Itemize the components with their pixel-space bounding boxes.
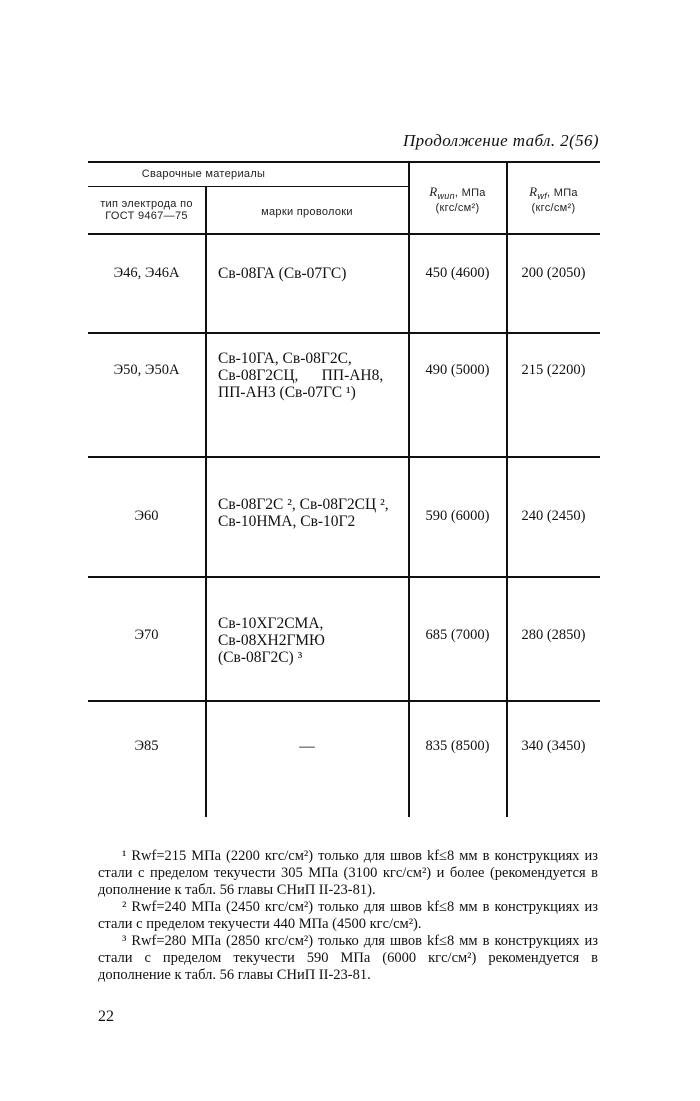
page-number: 22 [98, 1008, 114, 1025]
header-rwun-line-1: $R_{wun}$, МПа [429, 184, 486, 201]
row-1-wire-line-1: Св-08ГА (Св-07ГС) [218, 265, 347, 282]
row-5-wire-line-1: — [299, 738, 315, 755]
header-electrode-line-1: тип электрода по [100, 198, 193, 210]
row-rule-3 [88, 576, 600, 578]
row-1-wire [218, 265, 404, 282]
column-divider-1 [205, 187, 207, 817]
header-welding-materials: Сварочные материалы [141, 168, 266, 180]
header-electrode-line-2: ГОСТ 9467—75 [105, 210, 188, 222]
row-5-rwun: 835 (8500) [425, 738, 490, 754]
row-rule-4 [88, 700, 600, 702]
header-rwun-line-2: (кгс/см²) [435, 202, 480, 214]
header-bottom-rule [88, 233, 600, 235]
row-3-wire-line-2: Св-10НМА, Св-10Г2 [218, 513, 356, 530]
row-2-rwun: 490 (5000) [425, 362, 490, 378]
footnote-2: ² Rwf=240 МПа (2450 кгс/см²) только для швов kf≤8 мм в конструкциях из стали с пределом текучести 440 МПа (4500 кгс/см²). [98, 899, 598, 932]
row-4-wire [218, 615, 404, 666]
row-2-rwf: 215 (2200) [521, 362, 586, 378]
row-5-wire [206, 738, 408, 755]
column-divider-2 [408, 162, 410, 817]
row-2-wire-line-2: Св-08Г2СЦ, ПП-АН8, [218, 367, 384, 384]
row-1-rwun: 450 (4600) [425, 265, 490, 281]
header-group-rule [88, 186, 408, 187]
row-4-rwun: 685 (7000) [425, 627, 490, 643]
row-4-rwf: 280 (2850) [521, 627, 586, 643]
row-rule-1 [88, 332, 600, 334]
footnote-3: ³ Rwf=280 МПа (2850 кгс/см²) только для швов kf≤8 мм в конструкциях из стали с пределом текучести 590 МПа (6000 кгс/см²) рекомендуется в дополнение к табл. 56 главы СНиП II-23-81. [98, 933, 598, 983]
row-rule-2 [88, 456, 600, 458]
table-continuation-caption: Продолжение табл. 2(56) [402, 131, 599, 150]
row-4-wire-line-3: (Св-08Г2С) ³ [218, 649, 303, 666]
row-2-wire-line-3: ПП-АН3 (Св-07ГС ¹) [218, 384, 356, 401]
header-rwf-line-1: $R_{wf}$, МПа [529, 184, 578, 201]
row-3-rwun: 590 (6000) [425, 508, 490, 524]
row-3-wire [218, 496, 406, 530]
header-rwf [507, 186, 600, 214]
row-2-wire [218, 350, 404, 401]
row-1-electrode: Э46, Э46А [113, 265, 180, 281]
table-top-rule [88, 161, 600, 163]
header-rwf-line-2: (кгс/см²) [531, 202, 576, 214]
row-4-wire-line-1: Св-10ХГ2СМА, [218, 615, 324, 632]
header-rwun [409, 186, 506, 214]
row-5-rwf: 340 (3450) [521, 738, 586, 754]
header-electrode-type [88, 198, 205, 222]
row-4-electrode: Э70 [134, 627, 159, 643]
footnote-1: ¹ Rwf=215 МПа (2200 кгс/см²) только для швов kf≤8 мм в конструкциях из стали с пределом текучести 305 МПа (3100 кгс/см²) и более (рекомендуется в дополнение к табл. 56 главы СНиП II-23-81). [98, 848, 598, 898]
row-1-rwf: 200 (2050) [521, 265, 586, 281]
column-divider-3 [506, 162, 508, 817]
row-2-wire-line-1: Св-10ГА, Св-08Г2С, [218, 350, 352, 367]
row-5-electrode: Э85 [134, 738, 159, 754]
row-2-electrode: Э50, Э50А [113, 362, 180, 378]
footnotes [98, 848, 598, 984]
header-wire-brands: марки проволоки [261, 206, 353, 218]
row-3-rwf: 240 (2450) [521, 508, 586, 524]
row-3-electrode: Э60 [134, 508, 159, 524]
row-4-wire-line-2: Св-08ХН2ГМЮ [218, 632, 325, 649]
row-3-wire-line-1: Св-08Г2С ², Св-08Г2СЦ ², [218, 496, 389, 513]
